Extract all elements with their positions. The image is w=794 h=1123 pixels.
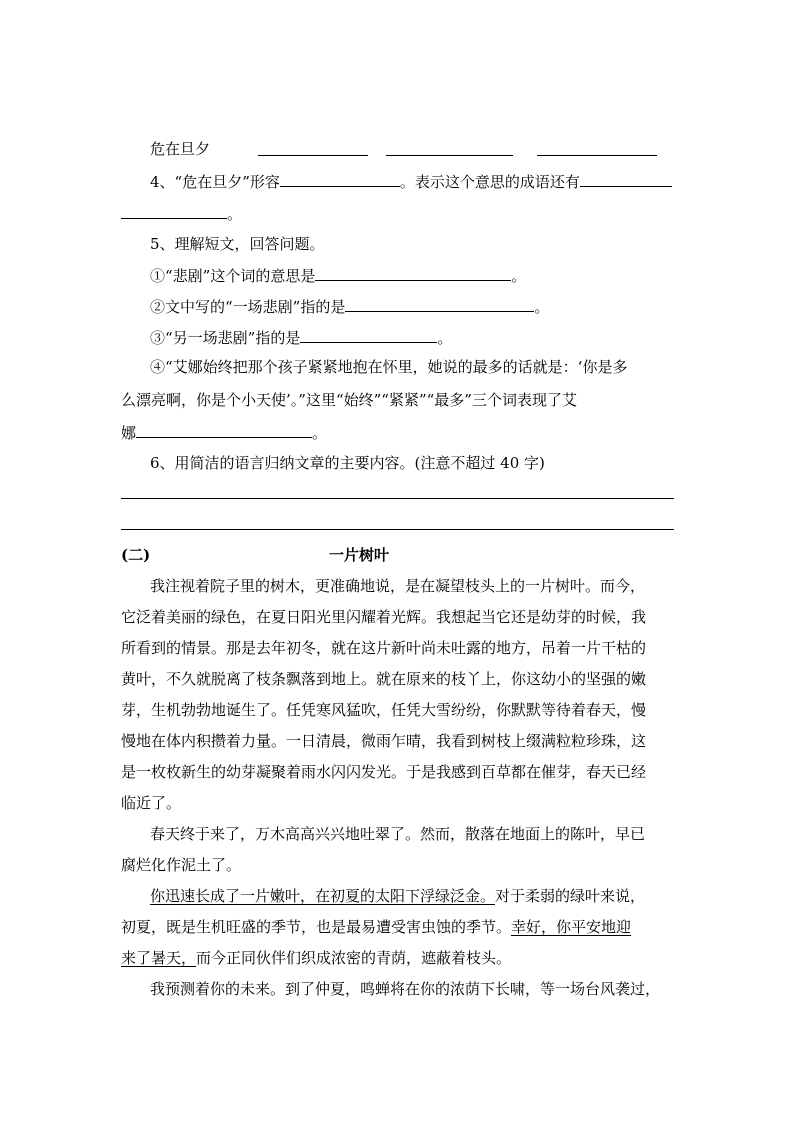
passage-line: 临近了。 <box>121 794 182 812</box>
passage-text: 初夏，既是生机旺盛的季节，也是最易遭受害虫蚀的季节。 <box>121 918 512 936</box>
q3-blank-1[interactable] <box>258 140 368 156</box>
passage-line: 春天终于来了，万木高高兴兴地吐翠了。然而，散落在地面上的陈叶，早已 <box>150 825 646 843</box>
q5-sub-4-text: 娜 <box>121 424 137 442</box>
passage-line: 我注视着院子里的树木，更准确地说，是在凝望枝头上的一片树叶。而今， <box>150 577 646 595</box>
passage-line: 所看到的情景。那是去年初冬，就在这片新叶尚未吐露的地方，吊着一片干枯的 <box>121 639 647 657</box>
q5-sub-3 <box>150 327 705 348</box>
q5-sub-2 <box>150 296 705 317</box>
q4-line-1 <box>150 171 705 192</box>
q5-title: 5、理解短文，回答问题。 <box>150 235 325 253</box>
passage-line-underlined <box>121 948 676 968</box>
passage-line: 腐烂化作泥土了。 <box>121 856 242 874</box>
q6-answer-line-1[interactable] <box>121 498 674 499</box>
q6-answer-line-2[interactable] <box>121 529 674 530</box>
q6-title: 6、用简洁的语言归纳文章的主要内容。(注意不超过 40 字) <box>150 454 545 472</box>
q4-end: 。 <box>227 205 243 223</box>
passage-line: 我预测着你的未来。到了仲夏，鸣蝉将在你的浓荫下长啸，等一场台风袭过， <box>150 980 661 998</box>
q5-sub-4-blank[interactable] <box>136 422 312 438</box>
q5-sub-3-text: ③“另一场悲剧”指的是 <box>150 329 301 347</box>
passage-line: 芽，生机勃勃地诞生了。任凭寒风猛吹，任凭大雪纷纷，你默默等待着春天，慢 <box>121 701 647 719</box>
passage-line-underlined <box>150 886 705 906</box>
passage-line: 是一枚枚新生的幼芽凝聚着雨水闪闪发光。于是我感到百草都在催芽，春天已经 <box>121 763 647 781</box>
q5-sub-1-text: ①“悲剧”这个词的意思是 <box>150 267 316 285</box>
q5-sub-2-blank[interactable] <box>345 296 534 312</box>
section-label: (二) <box>121 546 151 564</box>
q5-sub-4-line-2: 么漂亮啊，你是个小天使’。”这里“始终”“紧紧”“最多”三个词表现了艾 <box>121 391 577 409</box>
q3-blank-2[interactable] <box>386 140 513 156</box>
q5-sub-3-end: 。 <box>437 329 453 347</box>
passage-line-underlined <box>121 917 676 937</box>
q4-blank-2[interactable] <box>580 171 672 187</box>
q4-blank-3[interactable] <box>121 203 227 219</box>
passage-line: 黄叶，不久就脱离了枝条飘落到地上。就在原来的枝丫上，你这幼小的坚强的嫩 <box>121 670 647 688</box>
q5-sub-4-line-3 <box>121 422 676 443</box>
passage-text: 而今正同伙伴们织成浓密的青荫，遮蔽着枝头。 <box>196 949 512 967</box>
q4-text-1: 4、“危在旦夕”形容 <box>150 173 280 191</box>
passage-text: 对于柔弱的绿叶来说， <box>495 887 646 905</box>
q4-line-2 <box>121 203 676 224</box>
q5-sub-3-blank[interactable] <box>300 327 437 343</box>
q5-sub-4-line-1: ④“艾娜始终把那个孩子紧紧地抱在怀里，她说的最多的话就是：‘你是多 <box>150 358 628 376</box>
underlined-sentence-2-cont: 来了暑天， <box>121 949 197 967</box>
q5-sub-1 <box>150 265 705 286</box>
q5-sub-2-end: 。 <box>534 298 550 316</box>
q4-text-2: 。表示这个意思的成语还有 <box>399 173 580 191</box>
passage-line: 慢地在体内积攒着力量。一日清晨，微雨乍晴，我看到树枝上缀满粒粒珍珠，这 <box>121 732 647 750</box>
underlined-sentence-1: 你迅速长成了一片嫩叶，在初夏的太阳下浮绿泛金。 <box>150 887 496 905</box>
q3-blank-3[interactable] <box>537 140 657 156</box>
q3-word: 危在旦夕 <box>150 140 211 158</box>
q5-sub-4-end: 。 <box>312 424 328 442</box>
q4-blank-1[interactable] <box>280 171 400 187</box>
q5-sub-1-end: 。 <box>511 267 527 285</box>
passage-line: 它泛着美丽的绿色，在夏日阳光里闪耀着光辉。我想起当它还是幼芽的时候，我 <box>121 608 647 626</box>
underlined-sentence-2: 幸好，你平安地迎 <box>511 918 632 936</box>
passage-title: 一片树叶 <box>329 546 390 564</box>
q5-sub-1-blank[interactable] <box>315 265 511 281</box>
q5-sub-2-text: ②文中写的“一场悲剧”指的是 <box>150 298 346 316</box>
